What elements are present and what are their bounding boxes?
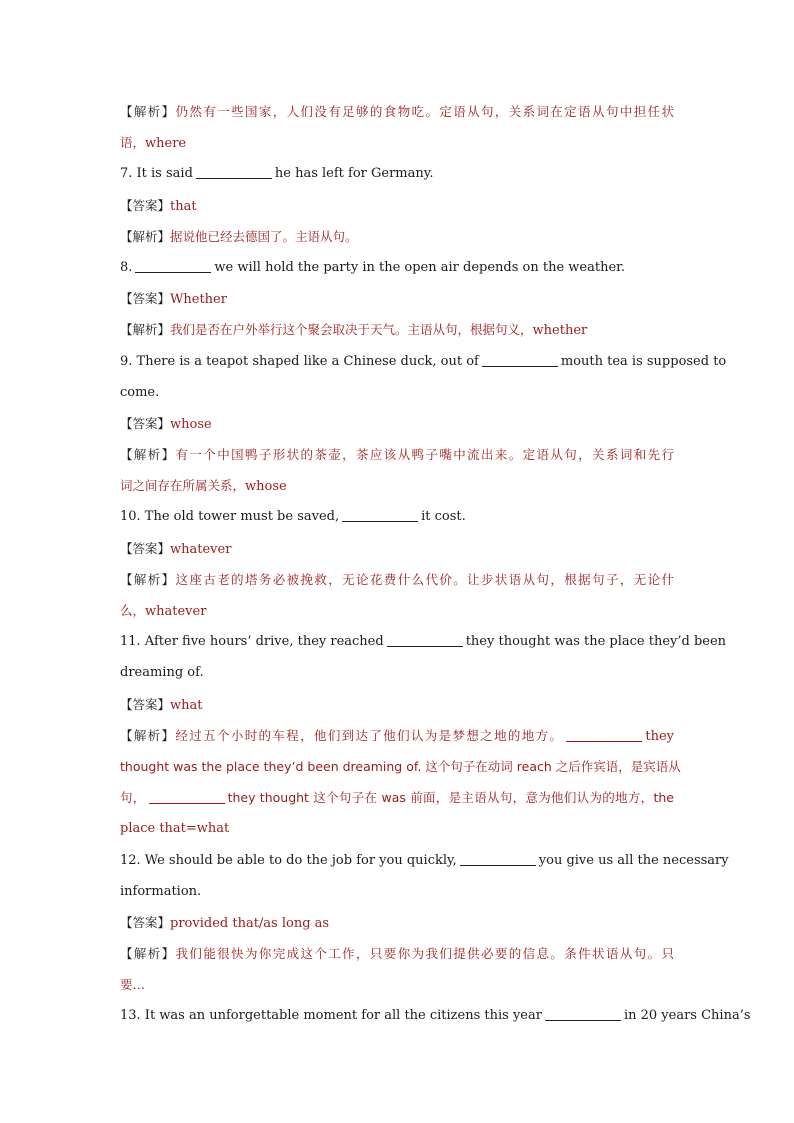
document-page [120,96,751,1032]
q8-analysis-text: 我们是否在户外举行这个聚会取决于天气。主语从句，根据句义， [170,322,533,338]
q8-answer-text: Whether [170,292,227,308]
q7-analysis [120,221,674,252]
q11-stem-cont: dreaming of. [120,665,204,681]
q12-analysis-line-2 [120,969,674,1000]
q13-stem-after: in 20 years China’s [623,1008,751,1024]
q11-answer [120,689,674,720]
q10-analysis-line-1 [120,564,674,595]
q8-analysis-keyword: whether [532,323,588,339]
q11-analysis-line-1 [120,720,674,751]
q7-analysis-text: 据说他已经去德国了。主语从句。 [170,228,358,244]
q11-analysis-text: 经过五个小时的车程，他们到达了他们认为是梦想之地的地方。 [175,727,564,743]
q9-answer [120,408,674,439]
q11-analysis-text-3a: 句， [120,790,146,806]
q8-blank [135,271,211,273]
q11-blank [387,645,463,647]
answer-label: 【答案】 [120,291,171,307]
answer-label: 【答案】 [120,914,171,930]
q6-analysis-text-2: 语， [120,135,146,151]
q11-stem-line-2 [120,657,674,688]
q13-stem [120,1000,751,1031]
q11-analysis-line-2 [120,751,681,782]
q12-blank [460,864,536,866]
q9-stem-before: 9. There is a teapot shaped like a Chinese duck, out of [120,353,479,369]
q11-stem [120,626,727,657]
q9-stem-cont: come. [120,384,160,400]
q7-answer-text: that [170,198,197,214]
q6-analysis-keyword: where [145,136,187,152]
analysis-label: 【解析】 [120,322,171,338]
q7-blank [196,177,272,179]
q12-analysis-text: 我们能很快为你完成这个工作，只要你为我们提供必要的信息。条件状语从句。只 [175,946,674,962]
q9-analysis-text: 有一个中国鸭子形状的茶壶，茶应该从鸭子嘴中流出来。定语从句，关系词和先行 [175,447,674,463]
analysis-label: 【解析】 [120,228,171,244]
q7-stem [120,158,674,189]
q10-stem-before: 10. The old tower must be saved, [120,509,340,525]
q12-answer-text: provided that/as long as [170,915,330,931]
q11-answer-text: what [170,697,203,713]
q11-stem-before: 11. After five hours’ drive, they reached [120,634,384,650]
q12-answer [120,907,674,938]
q9-stem [120,346,727,377]
q9-stem-after: mouth tea is supposed to [560,353,727,369]
q8-stem-before: 8. [120,259,133,275]
q11-analysis-line-4 [120,813,674,844]
q11-analysis-line-3 [120,782,674,813]
q9-blank [482,365,558,367]
q11-stem-after: they thought was the place they’d been [465,634,727,650]
answer-label: 【答案】 [120,197,171,213]
q12-analysis-line-1 [120,938,674,969]
q9-stem-line-2 [120,377,674,408]
q9-answer-text: whose [170,416,212,432]
q11-analysis-blank-2 [149,802,225,804]
analysis-label: 【解析】 [120,447,176,463]
q6-analysis-line-2 [120,127,674,158]
q12-stem [120,845,729,876]
q8-analysis [120,314,674,345]
q13-blank [545,1019,621,1021]
q10-analysis-text-2: 么， [120,603,146,618]
q12-stem-before: 12. We should be able to do the job for you quickly, [120,852,457,868]
q7-answer [120,190,674,221]
q9-analysis-line-2 [120,470,674,501]
q10-answer [120,533,674,564]
q12-stem-line-2 [120,876,674,907]
q10-analysis-keyword: whatever [145,604,207,619]
q12-stem-after: you give us all the necessary [538,852,729,868]
q6-analysis-line-1 [120,96,674,127]
analysis-label: 【解析】 [120,104,176,119]
q6-analysis-text: 仍然有一些国家，人们没有足够的食物吃。定语从句，关系词在定语从句中担任状 [175,104,674,119]
q8-answer [120,283,674,314]
q10-analysis-text: 这座古老的塔务必被挽救，无论花费什么代价。让步状语从句，根据句子，无论什 [175,571,674,587]
q9-analysis-text-2: 词之间存在所属关系， [120,478,246,494]
q11-analysis-text-3b: they thought 这个句子在 was 前面，是主语从句，意为他们认为的地方，the [227,790,674,806]
q10-analysis-line-2 [120,595,674,626]
q10-answer-text: whatever [170,541,232,557]
answer-label: 【答案】 [120,696,171,712]
q10-stem [120,501,674,532]
q11-analysis-text-4: place that=what [120,821,230,837]
q9-analysis-keyword: whose [245,479,287,495]
q13-stem-before: 13. It was an unforgettable moment for all the citizens this year [120,1008,542,1024]
answer-label: 【答案】 [120,540,171,556]
answer-label: 【答案】 [120,415,171,431]
analysis-label: 【解析】 [120,727,176,743]
q7-stem-after: he has left for Germany. [274,166,434,182]
q9-analysis-line-1 [120,439,674,470]
q11-analysis-text-2: thought was the place they’d been dreaming of. 这个句子在动词 reach 之后作宾语，是宾语从 [120,758,681,774]
q11-analysis-blank [566,740,642,742]
q7-stem-before: 7. It is said [120,166,193,182]
q8-stem [120,252,674,283]
q12-stem-cont: information. [120,883,202,899]
q10-blank [342,520,418,522]
q10-stem-after: it cost. [421,509,466,525]
q12-analysis-text-2: 要… [120,977,146,993]
analysis-label: 【解析】 [120,946,176,962]
analysis-label: 【解析】 [120,571,176,587]
q8-stem-after: we will hold the party in the open air depends on the weather. [214,259,626,275]
q11-analysis-they: they [645,728,674,744]
